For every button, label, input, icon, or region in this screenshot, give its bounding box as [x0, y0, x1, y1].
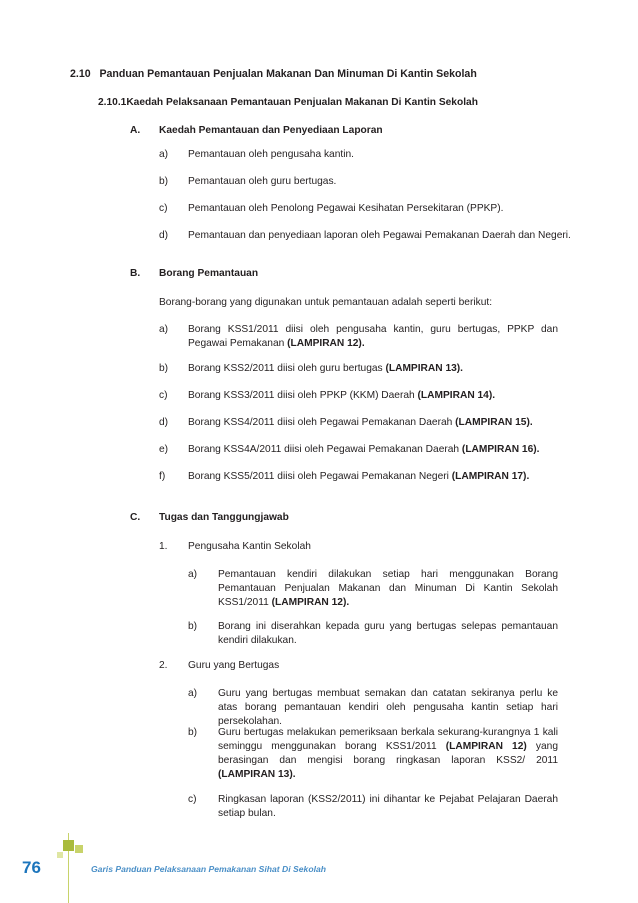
lampiran-ref: (LAMPIRAN 12) [445, 741, 527, 752]
footer-square-decoration [63, 840, 74, 851]
list-item: Guru yang bertugas membuat semakan dan catatan sekiranya perlu ke atas borang pemantauan kendiri oleh pengusaha kantin setiap hari persekolahan. [218, 688, 558, 727]
list-item-label: e) [159, 444, 169, 455]
lampiran-ref: (LAMPIRAN 12). [271, 597, 350, 608]
list-item: Borang KSS1/2011 diisi oleh pengusaha kantin, guru bertugas, PPKP dan Pegawai Pemakanan (LAMPIRAN 12). [188, 324, 558, 349]
lampiran-ref: (LAMPIRAN 14). [417, 390, 496, 401]
lampiran-ref: (LAMPIRAN 16). [461, 444, 540, 455]
sub-item-title: Guru yang Bertugas [188, 660, 280, 671]
lampiran-ref: (LAMPIRAN 15). [455, 417, 533, 428]
sub-item-title: Pengusaha Kantin Sekolah [188, 541, 311, 552]
page-number: 76 [22, 858, 41, 877]
list-item: Pemantauan oleh Penolong Pegawai Kesihatan Persekitaran (PPKP). [188, 203, 504, 214]
list-item: Borang KSS5/2011 diisi oleh Pegawai Pemakanan Negeri (LAMPIRAN 17). [188, 471, 530, 482]
list-item-label: b) [188, 727, 198, 738]
section-title: Panduan Pemantauan Penjualan Makanan Dan Minuman Di Kantin Sekolah [99, 68, 477, 80]
list-item-label: c) [159, 203, 168, 214]
list-item: Ringkasan laporan (KSS2/2011) ini dihantar ke Pejabat Pelajaran Daerah setiap bulan. [218, 794, 558, 819]
lampiran-ref: (LAMPIRAN 13). [385, 363, 464, 374]
sub-item-number: 2. [159, 660, 168, 671]
section-a-letter: A. [130, 125, 141, 136]
list-item-label: d) [159, 230, 169, 241]
list-item: Guru bertugas melakukan pemeriksaan berkala sekurang-kurangnya 1 kali seminggu menggunakan borang KSS1/2011 (LAMPIRAN 12) yang berasingan dan mengisi borang ringkasan laporan KSS2/ 2011 (LAMPIRAN 13). [218, 727, 558, 780]
list-item-label: b) [188, 621, 198, 632]
footer-title: Garis Panduan Pelaksanaan Pemakanan Sihat Di Sekolah [91, 864, 326, 874]
lampiran-ref: (LAMPIRAN 12). [287, 338, 365, 349]
section-number: 2.10 [70, 68, 91, 80]
list-item-label: b) [159, 176, 169, 187]
footer-square-decoration [57, 852, 63, 858]
subsection-title: Kaedah Pelaksanaan Pemantauan Penjualan Makanan Di Kantin Sekolah [126, 97, 478, 108]
section-c-letter: C. [130, 512, 141, 523]
list-item-label: c) [159, 390, 168, 401]
sub-item-number: 1. [159, 541, 168, 552]
list-item: Pemantauan oleh pengusaha kantin. [188, 149, 354, 160]
section-heading [70, 67, 477, 81]
section-c-title: Tugas dan Tanggungjawab [159, 512, 289, 523]
list-item-label: a) [159, 324, 169, 335]
section-b-letter: B. [130, 268, 141, 279]
list-item-label: f) [159, 471, 166, 482]
list-item: Borang KSS4A/2011 diisi oleh Pegawai Pemakanan Daerah (LAMPIRAN 16). [188, 444, 540, 455]
list-item-label: a) [159, 149, 169, 160]
subsection-heading [98, 96, 478, 110]
section-a-title: Kaedah Pemantauan dan Penyediaan Laporan [159, 125, 383, 136]
lampiran-ref: (LAMPIRAN 13). [218, 769, 296, 780]
section-b-title: Borang Pemantauan [159, 268, 259, 279]
subsection-number: 2.10.1 [98, 97, 127, 108]
list-item: Borang KSS2/2011 diisi oleh guru bertugas (LAMPIRAN 13). [188, 363, 464, 374]
list-item: Borang KSS3/2011 diisi oleh PPKP (KKM) Daerah (LAMPIRAN 14). [188, 390, 496, 401]
list-item-label: b) [159, 363, 169, 374]
lampiran-ref: (LAMPIRAN 17). [451, 471, 530, 482]
footer-square-decoration [75, 845, 83, 853]
section-b-intro: Borang-borang yang digunakan untuk pemantauan adalah seperti berikut: [159, 297, 493, 308]
list-item-label: a) [188, 569, 198, 580]
list-item: Pemantauan oleh guru bertugas. [188, 176, 337, 187]
list-item-label: a) [188, 688, 198, 699]
list-item: Borang KSS4/2011 diisi oleh Pegawai Pemakanan Daerah (LAMPIRAN 15). [188, 417, 533, 428]
list-item-label: c) [188, 794, 197, 805]
list-item: Borang ini diserahkan kepada guru yang bertugas selepas pemantauan kendiri dilakukan. [218, 621, 558, 646]
list-item: Pemantauan kendiri dilakukan setiap hari menggunakan Borang Pemantauan Penjualan Makanan dan Minuman Di Kantin Sekolah KSS1/2011 (LAMPIRAN 12). [218, 569, 558, 608]
list-item: Pemantauan dan penyediaan laporan oleh Pegawai Pemakanan Daerah dan Negeri. [188, 230, 571, 241]
list-item-label: d) [159, 417, 169, 428]
